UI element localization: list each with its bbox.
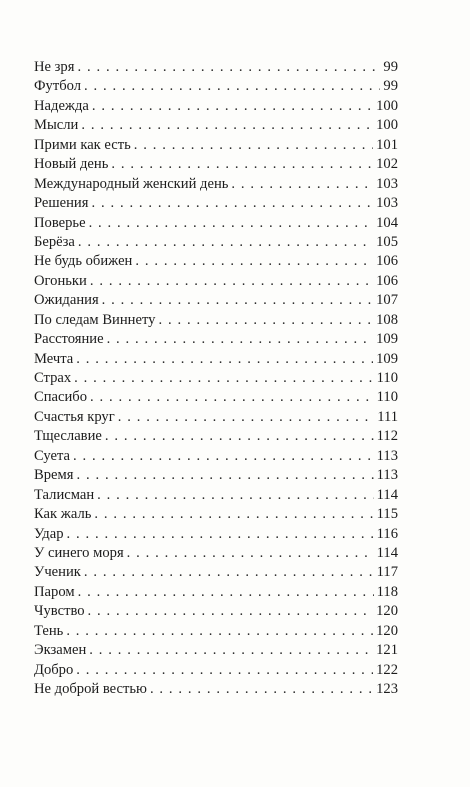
toc-entry (34, 388, 398, 407)
toc-entry-page-number: 116 (376, 525, 398, 542)
toc-entry (34, 350, 398, 369)
toc-entry-title: Не доброй вестью (34, 681, 147, 697)
dot-leader (67, 525, 374, 544)
toc-entry-title: Мечта (34, 350, 74, 367)
dot-leader (88, 602, 374, 621)
dot-leader (97, 486, 373, 505)
dot-leader (76, 466, 373, 485)
toc-entry-title: Берёза (34, 233, 75, 250)
dot-leader (150, 680, 373, 699)
toc-entry-page-number: 99 (383, 59, 398, 75)
dot-leader (73, 447, 374, 466)
toc-entry (34, 525, 398, 544)
toc-entry (34, 58, 398, 77)
toc-entry-title: По следам Виннету (34, 311, 156, 328)
toc-entry-title: Не будь обижен (34, 253, 133, 270)
toc-entry (34, 427, 398, 446)
toc-entry-title: Спасибо (34, 389, 88, 406)
toc-entry-title: Новый день (34, 156, 109, 173)
toc-entry (34, 330, 398, 349)
toc-entry (34, 622, 398, 641)
toc-entry-page-number: 109 (376, 350, 398, 367)
toc-entry-title: Удар (34, 525, 64, 542)
toc-entry (34, 369, 398, 388)
toc-entry-page-number: 120 (376, 622, 398, 639)
toc-entry (34, 408, 398, 427)
dot-leader (76, 661, 373, 680)
dot-leader (74, 369, 373, 388)
dot-leader (231, 175, 373, 194)
toc-entry-page-number: 122 (376, 661, 398, 678)
toc-entry (34, 583, 398, 602)
toc-entry (34, 447, 398, 466)
dot-leader (78, 583, 374, 602)
toc-entry-page-number: 121 (376, 642, 398, 659)
toc-entry (34, 291, 398, 310)
toc-entry-page-number: 113 (376, 447, 398, 464)
toc-entry (34, 77, 398, 96)
toc-entry-page-number: 117 (376, 564, 398, 581)
toc-entry (34, 252, 398, 271)
toc-entry-page-number: 105 (376, 233, 398, 250)
toc-entry-title: Расстояние (34, 331, 104, 348)
toc-entry-title: Экзамен (34, 642, 87, 659)
toc-entry-title: У синего моря (34, 544, 124, 561)
dot-leader (107, 330, 374, 349)
dot-leader (94, 505, 373, 524)
dot-leader (102, 291, 373, 310)
dot-leader (134, 136, 373, 155)
dot-leader (91, 194, 373, 213)
toc-entry (34, 97, 398, 116)
toc-entry-title: Прими как есть (34, 136, 131, 153)
dot-leader (84, 563, 374, 582)
toc-entry-page-number: 101 (376, 136, 398, 153)
toc-entry-page-number: 108 (376, 311, 398, 328)
toc-entry-page-number: 100 (376, 97, 398, 114)
toc-entry-page-number: 103 (376, 195, 398, 212)
toc-entry (34, 563, 398, 582)
toc-entry-page-number: 120 (376, 603, 398, 620)
toc-entry-title: Время (34, 467, 74, 484)
toc-entry-page-number: 113 (376, 467, 398, 484)
dot-leader (90, 388, 374, 407)
toc-entry-page-number: 110 (376, 370, 398, 386)
dot-leader (92, 97, 373, 116)
toc-entry (34, 311, 398, 330)
toc-entry (34, 641, 398, 660)
toc-entry-page-number: 115 (376, 506, 398, 523)
dot-leader (78, 233, 373, 252)
toc-entry-page-number: 114 (376, 486, 398, 503)
toc-entry-title: Добро (34, 661, 74, 678)
dot-leader (81, 116, 373, 135)
toc-entry (34, 233, 398, 252)
toc-entry-title: Страх (34, 370, 72, 386)
toc-entry-title: Решения (34, 195, 89, 212)
toc-entry-title: Чувство (34, 603, 85, 620)
toc-entry-page-number: 103 (376, 175, 398, 192)
toc-entry-title: Поверье (34, 214, 86, 231)
dot-leader (158, 311, 373, 330)
toc-entry-title: Надежда (34, 97, 89, 114)
toc-entry-page-number: 109 (376, 331, 398, 348)
toc-entry-page-number: 114 (376, 544, 398, 561)
toc-entry-title: Суета (34, 447, 70, 464)
toc-entry-page-number: 99 (383, 78, 398, 95)
dot-leader (105, 427, 374, 446)
toc-entry (34, 466, 398, 485)
toc-entry (34, 602, 398, 621)
toc-entry-title: Паром (34, 583, 75, 600)
toc-entry-page-number: 106 (376, 272, 398, 289)
table-of-contents (34, 58, 398, 699)
toc-entry-title: Тень (34, 622, 64, 639)
toc-entry-page-number: 118 (376, 583, 398, 600)
toc-entry-page-number: 106 (376, 253, 398, 270)
toc-entry-page-number: 110 (376, 389, 398, 406)
toc-entry-page-number: 112 (376, 428, 398, 445)
dot-leader (118, 408, 374, 427)
toc-entry-page-number: 100 (376, 117, 398, 134)
toc-entry (34, 175, 398, 194)
toc-entry-page-number: 102 (376, 156, 398, 173)
toc-entry-title: Мысли (34, 117, 79, 134)
dot-leader (66, 622, 373, 641)
toc-entry-page-number: 104 (376, 214, 398, 231)
dot-leader (90, 272, 373, 291)
dot-leader (77, 58, 380, 77)
toc-entry-title: Счастья круг (34, 408, 115, 425)
toc-entry-title: Международный женский день (34, 175, 229, 192)
toc-entry (34, 272, 398, 291)
toc-entry-title: Не зря (34, 59, 75, 75)
toc-entry (34, 214, 398, 233)
toc-entry-title: Огоньки (34, 272, 87, 289)
toc-entry (34, 486, 398, 505)
dot-leader (89, 214, 374, 233)
toc-entry (34, 194, 398, 213)
toc-entry-page-number: 123 (376, 681, 398, 697)
toc-entry-title: Талисман (34, 486, 95, 503)
dot-leader (135, 252, 373, 271)
toc-entry-page-number: 111 (377, 408, 398, 425)
toc-entry-title: Как жаль (34, 506, 92, 523)
dot-leader (84, 77, 380, 96)
toc-entry (34, 680, 398, 699)
toc-entry-title: Ожидания (34, 292, 99, 309)
toc-entry-page-number: 107 (376, 292, 398, 309)
toc-entry (34, 505, 398, 524)
toc-entry-title: Ученик (34, 564, 81, 581)
toc-entry (34, 155, 398, 174)
dot-leader (89, 641, 373, 660)
toc-entry-title: Футбол (34, 78, 82, 95)
dot-leader (111, 155, 373, 174)
dot-leader (127, 544, 374, 563)
toc-entry (34, 544, 398, 563)
toc-entry (34, 661, 398, 680)
toc-entry-title: Тщеславие (34, 428, 102, 445)
toc-entry (34, 136, 398, 155)
toc-entry (34, 116, 398, 135)
dot-leader (76, 350, 373, 369)
